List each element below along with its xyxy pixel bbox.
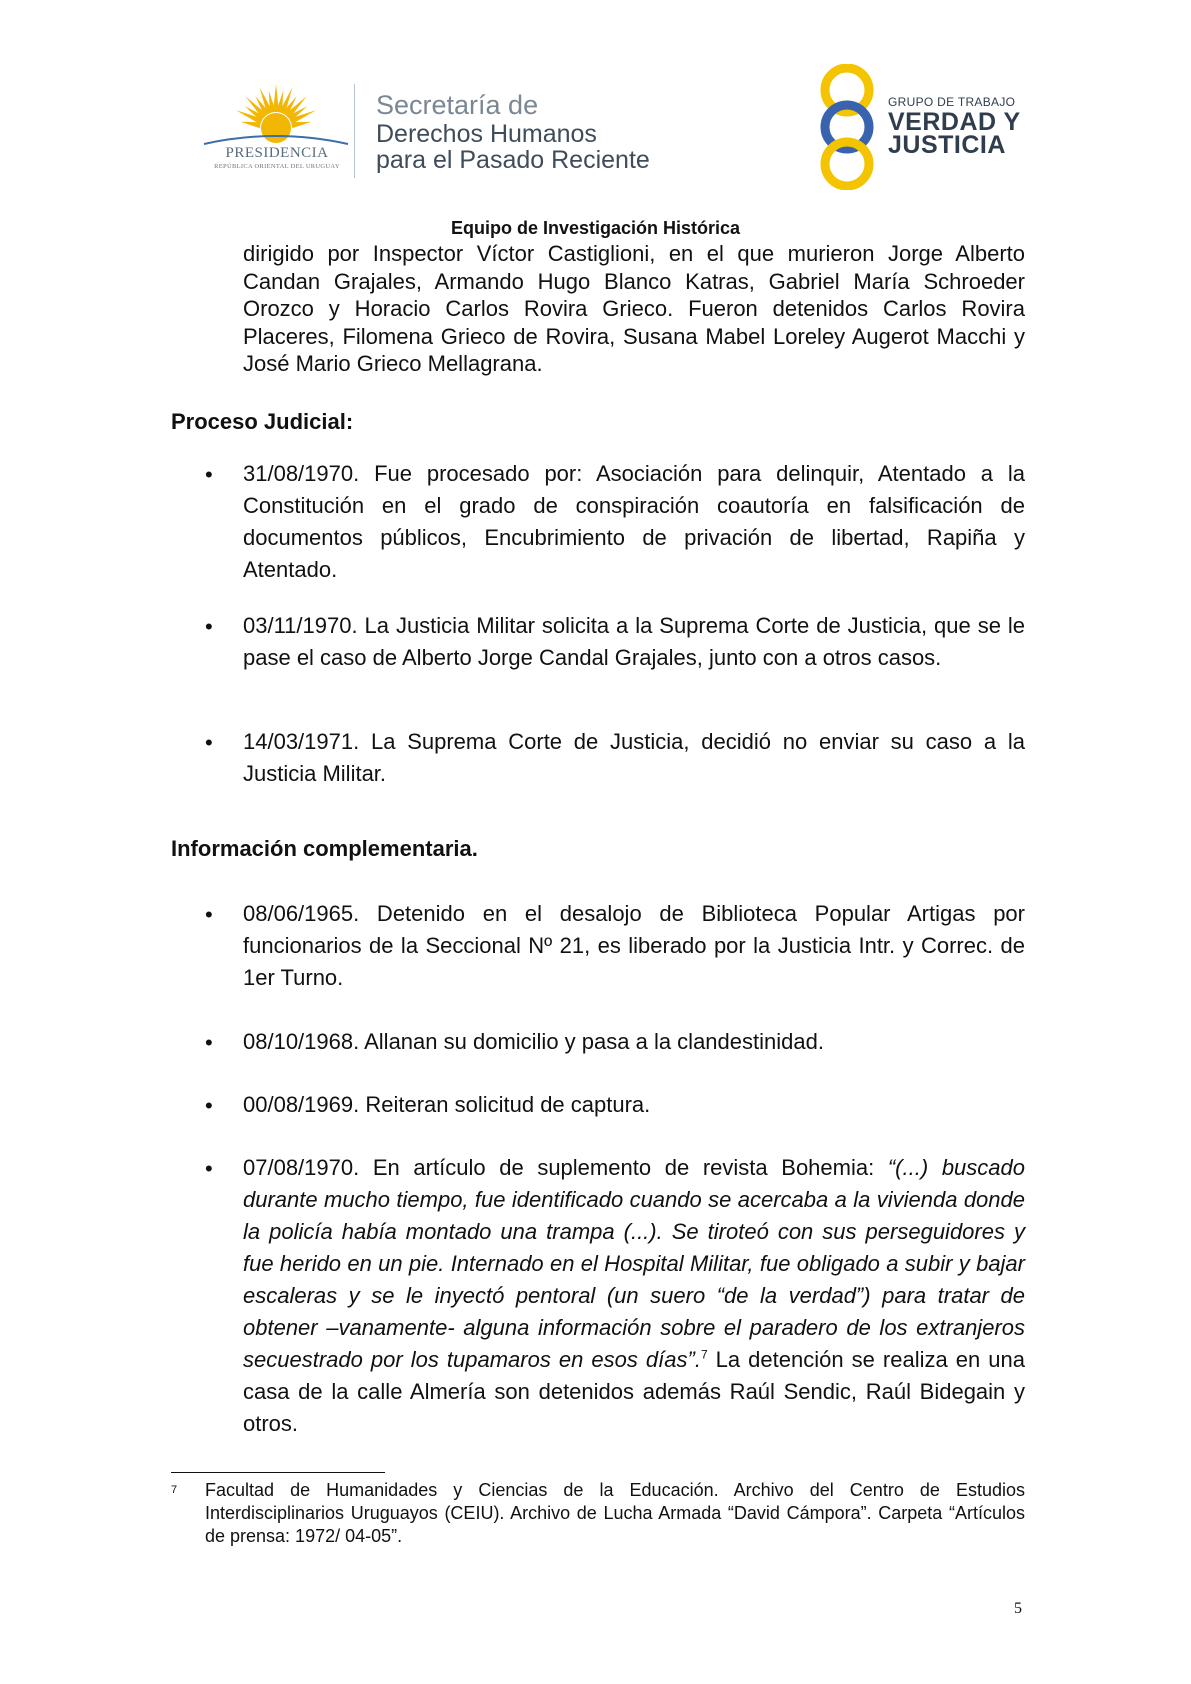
secretaria-line-1: Secretaría de — [376, 90, 539, 120]
grupo-line-1: GRUPO DE TRABAJO — [888, 95, 1016, 109]
bullet-marker: • — [205, 1156, 213, 1181]
footnote-number: 7 — [171, 1484, 178, 1496]
bullet-marker: • — [205, 1030, 213, 1055]
bullet-marker: • — [205, 1093, 213, 1118]
proceso-heading: Proceso Judicial: — [171, 409, 354, 434]
proceso-item: 03/11/1970. La Justicia Militar solicita a la Suprema Corte de Justicia, que se le pase el caso de Alberto Jorge Candal Grajales, junto con a otros casos. — [243, 613, 1025, 670]
grupo-line-3: JUSTICIA — [888, 131, 1006, 159]
footnote-ref[interactable]: 7 — [700, 1347, 708, 1362]
complementaria-item: 00/08/1969. Reiteran solicitud de captura. — [243, 1092, 651, 1117]
complementaria-heading: Información complementaria. — [171, 836, 478, 861]
footnote-separator — [171, 1472, 385, 1473]
complementaria-item: 08/10/1968. Allanan su domicilio y pasa a la clandestinidad. — [243, 1029, 824, 1054]
header-divider — [354, 84, 355, 178]
proceso-item: 31/08/1970. Fue procesado por: Asociación para delinquir, Atentado a la Constitución en el grado de conspiración coautoría en falsificación de documentos públicos, Encubrimiento de privación de libertad, Rapiña y Atentado. — [243, 461, 1025, 582]
bohemia-quote: “(...) buscado durante mucho tiempo, fue identificado cuando se acercaba a la vivienda donde la policía había montado una trampa (...). Se tiroteó con sus perseguidores y fue herido en un pie. Internado en el Hospital Militar, fue obligado a subir y bajar escaleras y se le inyectó pentoral (un suero “de la verdad”) para tratar de obtener –vanamente- alguna información sobre el paradero de los extranjeros secuestrado por los tupamaros en esos días”. — [243, 1155, 1025, 1372]
grupo-verdad-justicia-rings-logo — [812, 64, 882, 190]
complementaria-item: 08/06/1965. Detenido en el desalojo de Biblioteca Popular Artigas por funcionarios de la Seccional Nº 21, es liberado por la Justicia Intr. y Correc. de 1er Turno. — [243, 901, 1025, 990]
secretaria-line-3: para el Pasado Reciente — [376, 146, 650, 174]
presidencia-sublabel: REPÚBLICA ORIENTAL DEL URUGUAY — [214, 163, 340, 170]
presidencia-label: PRESIDENCIA — [225, 145, 329, 161]
page-number: 5 — [1014, 1600, 1022, 1617]
grupo-line-2: VERDAD Y — [888, 108, 1021, 136]
team-title: Equipo de Investigación Histórica — [450, 218, 741, 238]
bullet-marker: • — [205, 462, 213, 487]
bullet-marker: • — [205, 614, 213, 639]
proceso-item: 14/03/1971. La Suprema Corte de Justicia, decidió no enviar su caso a la Justicia Militar. — [243, 729, 1025, 786]
secretaria-line-2: Derechos Humanos — [376, 120, 597, 148]
bohemia-tail: La detención se realiza en una casa de la calle Almería son detenidos además Raúl Sendic, Raúl Bidegain y otros. — [243, 1347, 1025, 1436]
complementaria-item-bohemia — [243, 1152, 1025, 1440]
bullet-marker: • — [205, 902, 213, 927]
bullet-marker: • — [205, 730, 213, 755]
footnote-text: Facultad de Humanidades y Ciencias de la Educación. Archivo del Centro de Estudios Interdisciplinarios Uruguayos (CEIU). Archivo de Lucha Armada “David Cámpora”. Carpeta “Artículos de prensa: 1972/ 04-05”. — [205, 1480, 1025, 1546]
bohemia-lead: 07/08/1970. En artículo de suplemento de revista Bohemia: — [243, 1155, 888, 1180]
intro-paragraph: dirigido por Inspector Víctor Castiglioni, en el que murieron Jorge Alberto Candan Grajales, Armando Hugo Blanco Katras, Gabriel María Schroeder Orozco y Horacio Carlos Rovira Grieco. Fueron detenidos Carlos Rovira Placeres, Filomena Grieco de Rovira, Susana Mabel Loreley Augerot Macchi y José Mario Grieco Mellagrana. — [243, 241, 1025, 376]
